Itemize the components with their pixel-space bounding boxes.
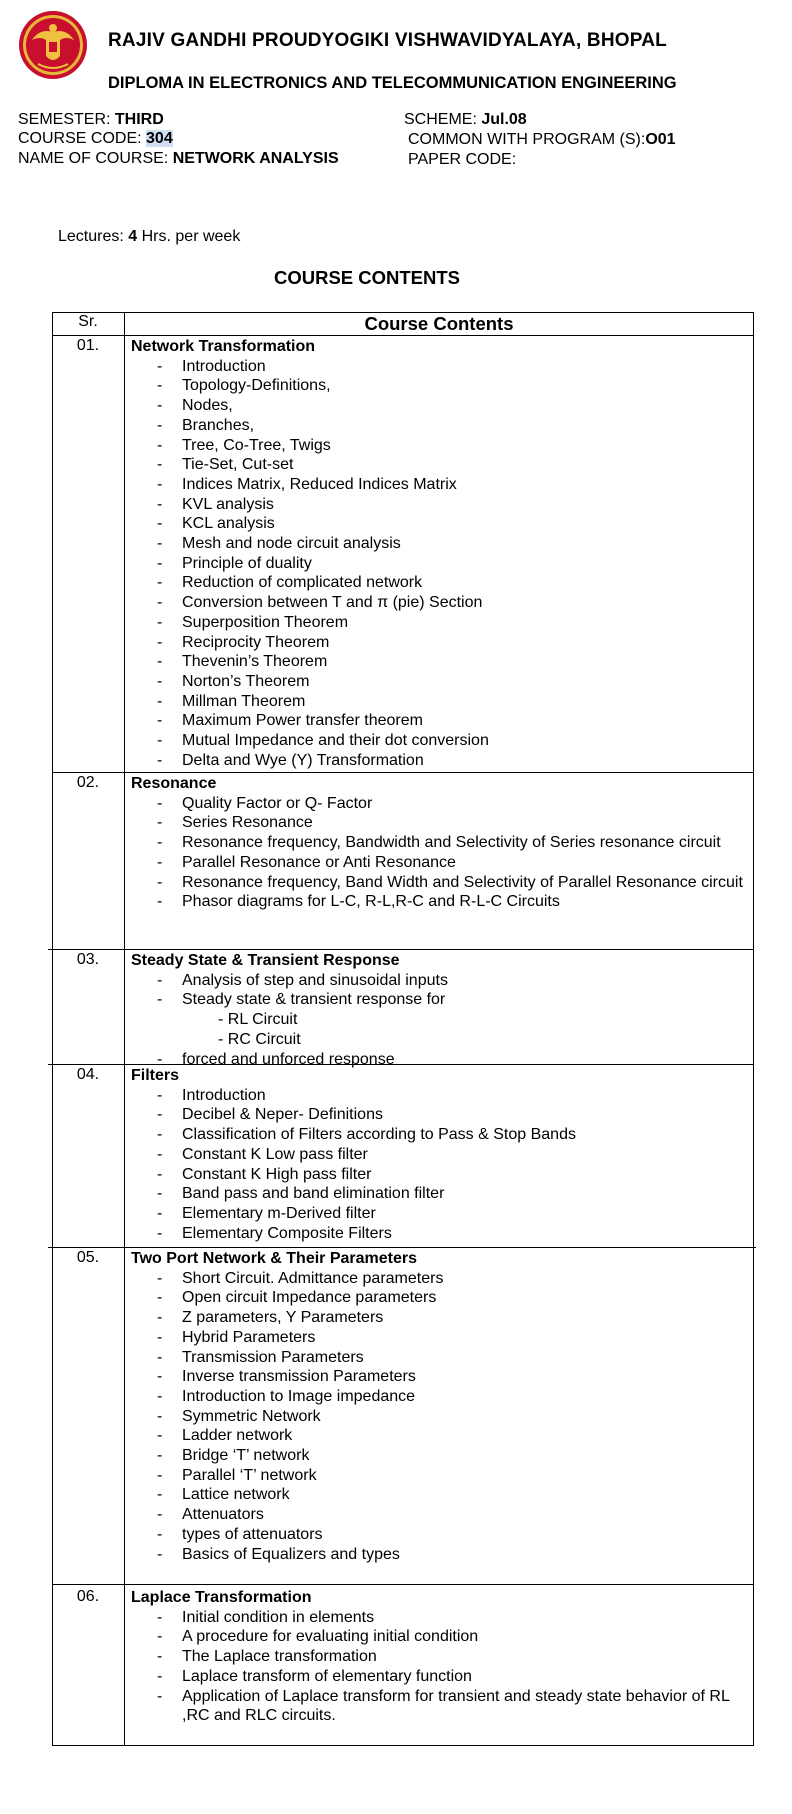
- topic-item: - Open circuit Impedance parameters: [131, 1288, 749, 1308]
- topic-list: [131, 1086, 749, 1244]
- topic-item: - A procedure for evaluating initial condition: [131, 1627, 749, 1647]
- topic-item: - KVL analysis: [131, 495, 749, 515]
- scheme-line: [404, 110, 527, 129]
- topic-item: - Phasor diagrams for L-C, R-L,R-C and R-L-C Circuits: [131, 892, 749, 912]
- topic-item: - Conversion between T and π (pie) Section: [131, 593, 749, 613]
- topic-item: - Steady state & transient response for: [131, 990, 749, 1010]
- topic-item: - Thevenin’s Theorem: [131, 652, 749, 672]
- section-steady-state-transient: [131, 951, 749, 1069]
- topic-item: - Reciprocity Theorem: [131, 633, 749, 653]
- topic-item: - Elementary m-Derived filter: [131, 1204, 749, 1224]
- lectures-hours: 4: [128, 228, 138, 245]
- section-two-port-network: [131, 1249, 749, 1564]
- topic-item: - Principle of duality: [131, 554, 749, 574]
- course-code-value: 304: [146, 130, 173, 147]
- course-code-label: COURSE CODE:: [18, 130, 147, 147]
- topic-item: - Constant K Low pass filter: [131, 1145, 749, 1165]
- topic-item: - Introduction to Image impedance: [131, 1387, 749, 1407]
- topic-item: - Analysis of step and sinusoidal inputs: [131, 971, 749, 991]
- topic-item: - Tree, Co-Tree, Twigs: [131, 436, 749, 456]
- topic-item: - Resonance frequency, Bandwidth and Selectivity of Series resonance circuit: [131, 833, 749, 853]
- topic-item: - Superposition Theorem: [131, 613, 749, 633]
- section-number: 03.: [76, 951, 100, 968]
- course-name-line: [18, 149, 339, 168]
- topic-item: - Resonance frequency, Band Width and Selectivity of Parallel Resonance circuit: [131, 873, 749, 893]
- topic-item: - Tie-Set, Cut-set: [131, 455, 749, 475]
- topic-list: [131, 357, 749, 771]
- course-name-label: NAME OF COURSE:: [18, 150, 173, 167]
- topic-item: - Laplace transform of elementary function: [131, 1667, 749, 1687]
- topic-item: - Quality Factor or Q- Factor: [131, 794, 749, 814]
- lectures-line: [58, 228, 240, 246]
- topic-item: - Millman Theorem: [131, 692, 749, 712]
- section-title: Filters: [131, 1067, 180, 1084]
- topic-item: - Ladder network: [131, 1426, 749, 1446]
- paper-code-line: [408, 150, 516, 169]
- row-divider-5: [52, 1584, 754, 1585]
- row-divider-4: [48, 1247, 756, 1248]
- section-resonance: [131, 774, 749, 912]
- header-row-divider: [52, 335, 754, 336]
- section-title: Two Port Network & Their Parameters: [131, 1250, 417, 1267]
- topic-item: - Branches,: [131, 416, 749, 436]
- topic-list: [131, 1269, 749, 1565]
- topic-item: - Z parameters, Y Parameters: [131, 1308, 749, 1328]
- topic-subitem: - RC Circuit: [131, 1030, 749, 1050]
- section-filters: [131, 1066, 749, 1243]
- course-contents-heading: COURSE CONTENTS: [273, 267, 461, 288]
- scheme-value: Jul.08: [481, 111, 527, 128]
- topic-item: - Inverse transmission Parameters: [131, 1367, 749, 1387]
- header-course-contents: Course Contents: [364, 313, 514, 334]
- topic-item: - types of attenuators: [131, 1525, 749, 1545]
- lectures-prefix: Lectures:: [58, 228, 129, 245]
- section-laplace-transformation: [131, 1588, 749, 1726]
- topic-item: - Mesh and node circuit analysis: [131, 534, 749, 554]
- topic-item: - Band pass and band elimination filter: [131, 1184, 749, 1204]
- topic-list: [131, 794, 749, 912]
- scheme-label: SCHEME:: [404, 111, 482, 128]
- topic-list: [131, 1608, 749, 1726]
- topic-item: - forced and unforced response: [131, 1050, 749, 1070]
- section-number: 01.: [76, 337, 100, 354]
- section-title: Network Transformation: [131, 338, 316, 355]
- topic-item: - Parallel ‘T’ network: [131, 1466, 749, 1486]
- university-name: RAJIV GANDHI PROUDYOGIKI VISHWAVIDYALAYA, BHOPAL: [108, 30, 667, 51]
- row-divider-2: [48, 949, 754, 950]
- topic-item: - Norton’s Theorem: [131, 672, 749, 692]
- topic-item: - Symmetric Network: [131, 1407, 749, 1427]
- topic-item: - Introduction: [131, 1086, 749, 1106]
- semester-label: SEMESTER:: [18, 111, 115, 128]
- topic-item: - Application of Laplace transform for transient and steady state behavior of RL ,RC and RLC circuits.: [131, 1687, 749, 1726]
- topic-item: - Elementary Composite Filters: [131, 1224, 749, 1244]
- topic-item: - Lattice network: [131, 1485, 749, 1505]
- section-number: 04.: [76, 1066, 100, 1083]
- diploma-title: DIPLOMA IN ELECTRONICS AND TELECOMMUNICATION ENGINEERING: [108, 74, 677, 92]
- topic-item: - Reduction of complicated network: [131, 573, 749, 593]
- course-name-value: NETWORK ANALYSIS: [172, 150, 339, 167]
- topic-item: - Introduction: [131, 357, 749, 377]
- topic-item: - Basics of Equalizers and types: [131, 1545, 749, 1565]
- section-number: 05.: [76, 1249, 100, 1266]
- topic-item: - Nodes,: [131, 396, 749, 416]
- topic-item: - Transmission Parameters: [131, 1348, 749, 1368]
- common-program-label: COMMON WITH PROGRAM (S):: [408, 131, 646, 148]
- topic-item: - Classification of Filters according to Pass & Stop Bands: [131, 1125, 749, 1145]
- section-number: 06.: [76, 1588, 100, 1605]
- section-title: Laplace Transformation: [131, 1589, 312, 1606]
- semester-line: [18, 110, 164, 129]
- column-divider: [124, 312, 125, 1746]
- topic-item: - Maximum Power transfer theorem: [131, 711, 749, 731]
- topic-item: - Indices Matrix, Reduced Indices Matrix: [131, 475, 749, 495]
- section-title: Steady State & Transient Response: [131, 952, 400, 969]
- topic-item: - Hybrid Parameters: [131, 1328, 749, 1348]
- topic-item: - The Laplace transformation: [131, 1647, 749, 1667]
- paper-code-label: PAPER CODE:: [408, 151, 517, 168]
- course-code-line: [18, 129, 173, 148]
- topic-item: - Decibel & Neper- Definitions: [131, 1105, 749, 1125]
- topic-item: - Short Circuit. Admittance parameters: [131, 1269, 749, 1289]
- topic-item: - Attenuators: [131, 1505, 749, 1525]
- topic-item: - Delta and Wye (Y) Transformation: [131, 751, 749, 771]
- university-seal-logo: [18, 10, 88, 80]
- topic-item: - Mutual Impedance and their dot conversion: [131, 731, 749, 751]
- topic-item: - Parallel Resonance or Anti Resonance: [131, 853, 749, 873]
- topic-subitem: - RL Circuit: [131, 1010, 749, 1030]
- header-sr: Sr.: [78, 313, 98, 330]
- topic-item: - Series Resonance: [131, 813, 749, 833]
- topic-list: [131, 971, 749, 1070]
- topic-item: - Bridge ‘T’ network: [131, 1446, 749, 1466]
- semester-value: THIRD: [114, 111, 164, 128]
- common-program-value: O01: [645, 131, 676, 148]
- topic-item: - Constant K High pass filter: [131, 1165, 749, 1185]
- topic-item: - Topology-Definitions,: [131, 376, 749, 396]
- topic-item: - KCL analysis: [131, 514, 749, 534]
- section-network-transformation: [131, 337, 749, 770]
- section-title: Resonance: [131, 775, 217, 792]
- row-divider-1: [52, 772, 754, 773]
- section-number: 02.: [76, 774, 100, 791]
- topic-item: - Initial condition in elements: [131, 1608, 749, 1628]
- lectures-suffix: Hrs. per week: [137, 228, 241, 245]
- common-program-line: [408, 130, 676, 149]
